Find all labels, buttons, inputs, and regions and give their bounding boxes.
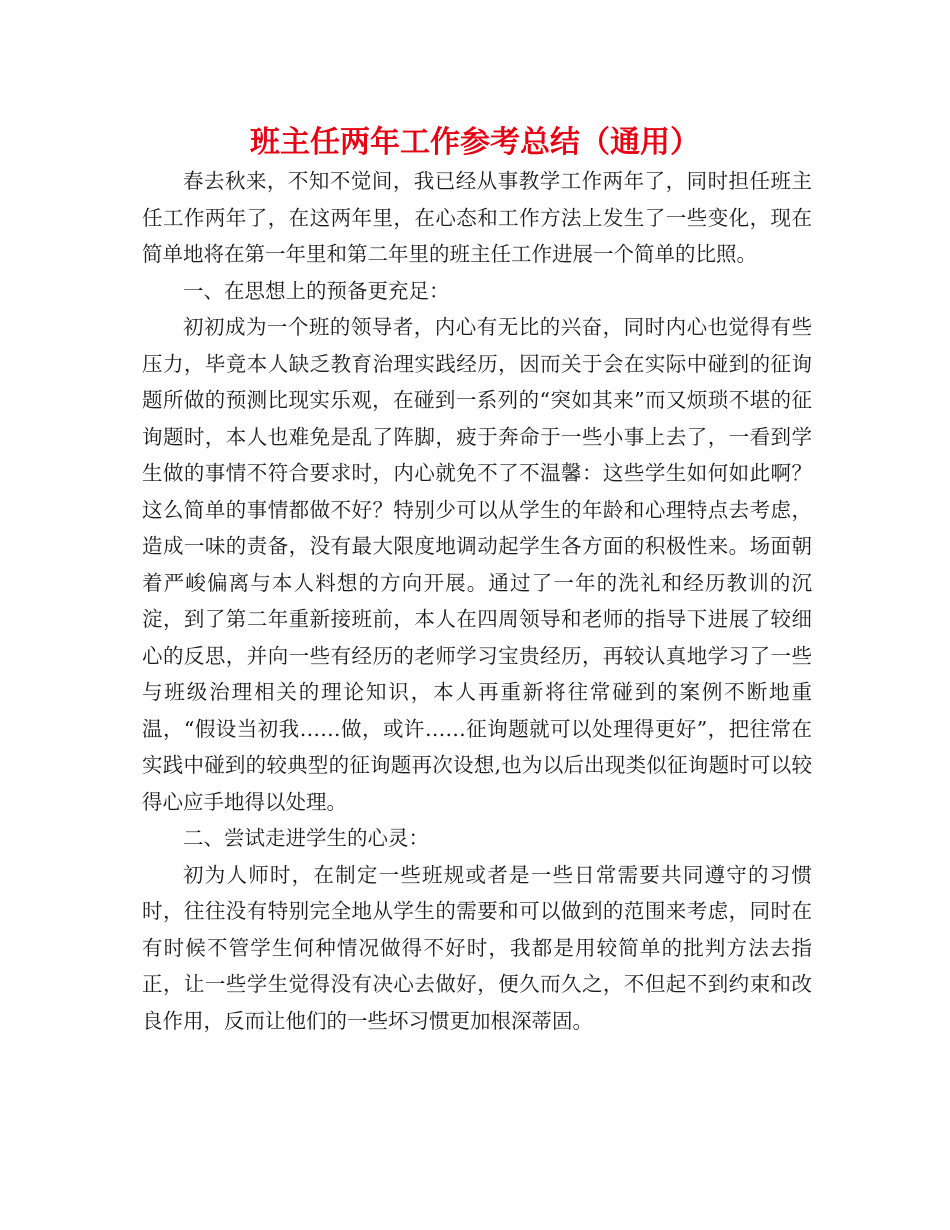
section-heading-1: 一、在思想上的预备更充足：	[183, 278, 450, 303]
paragraph-section-2: 初为人师时，在制定一些班规或者是一些日常需要共同遵守的习惯时，往往没有特别完全地从学生的需要和可以做到的范围来考虑，同时在有时候不管学生何种情况做得不好时，我都是用较简单的批判方法去指正，让一些学生觉得没有决心去做好，便久而久之，不但起不到约束和改良作用，反而让他们的一些坏习惯更加根深蒂固。	[142, 862, 812, 1033]
document-title: 班主任两年工作参考总结（通用）	[250, 125, 700, 160]
document-body	[142, 163, 812, 1039]
paragraph-intro: 春去秋来，不知不觉间，我已经从事教学工作两年了，同时担任班主任工作两年了，在这两年里，在心态和工作方法上发生了一些变化，现在简单地将在第一年里和第二年里的班主任工作进展一个简单的比照。	[142, 169, 812, 266]
section-heading-2: 二、尝试走进学生的心灵：	[183, 826, 429, 850]
paragraph-section-1: 初初成为一个班的领导者，内心有无比的兴奋，同时内心也觉得有些压力，毕竟本人缺乏教育治理实践经历，因而关于会在实际中碰到的征询题所做的预测比现实乐观，在碰到一系列的“突如其来”而又烦琐不堪的征询题时，本人也难免是乱了阵脚，疲于奔命于一些小事上去了，一看到学生做的事情不符合要求时，内心就免不了不温馨：这些学生如何如此啊？这么简单的事情都做不好？特别少可以从学生的年龄和心理特点去考虑，造成一味的责备，没有最大限度地调动起学生各方面的积极性来。场面朝着严峻偏离与本人料想的方向开展。通过了一年的洗礼和经历教训的沉淀，到了第二年重新接班前，本人在四周领导和老师的指导下进展了较细心的反思，并向一些有经历的老师学习宝贵经历，再较认真地学习了一些与班级治理相关的理论知识，本人再重新将往常碰到的案例不断地重温，“假设当初我……做，或许……征询题就可以处理得更好”，把往常在实践中碰到的较典型的征询题再次设想,也为以后出现类似征询题时可以较得心应手地得以处理。	[142, 315, 812, 814]
